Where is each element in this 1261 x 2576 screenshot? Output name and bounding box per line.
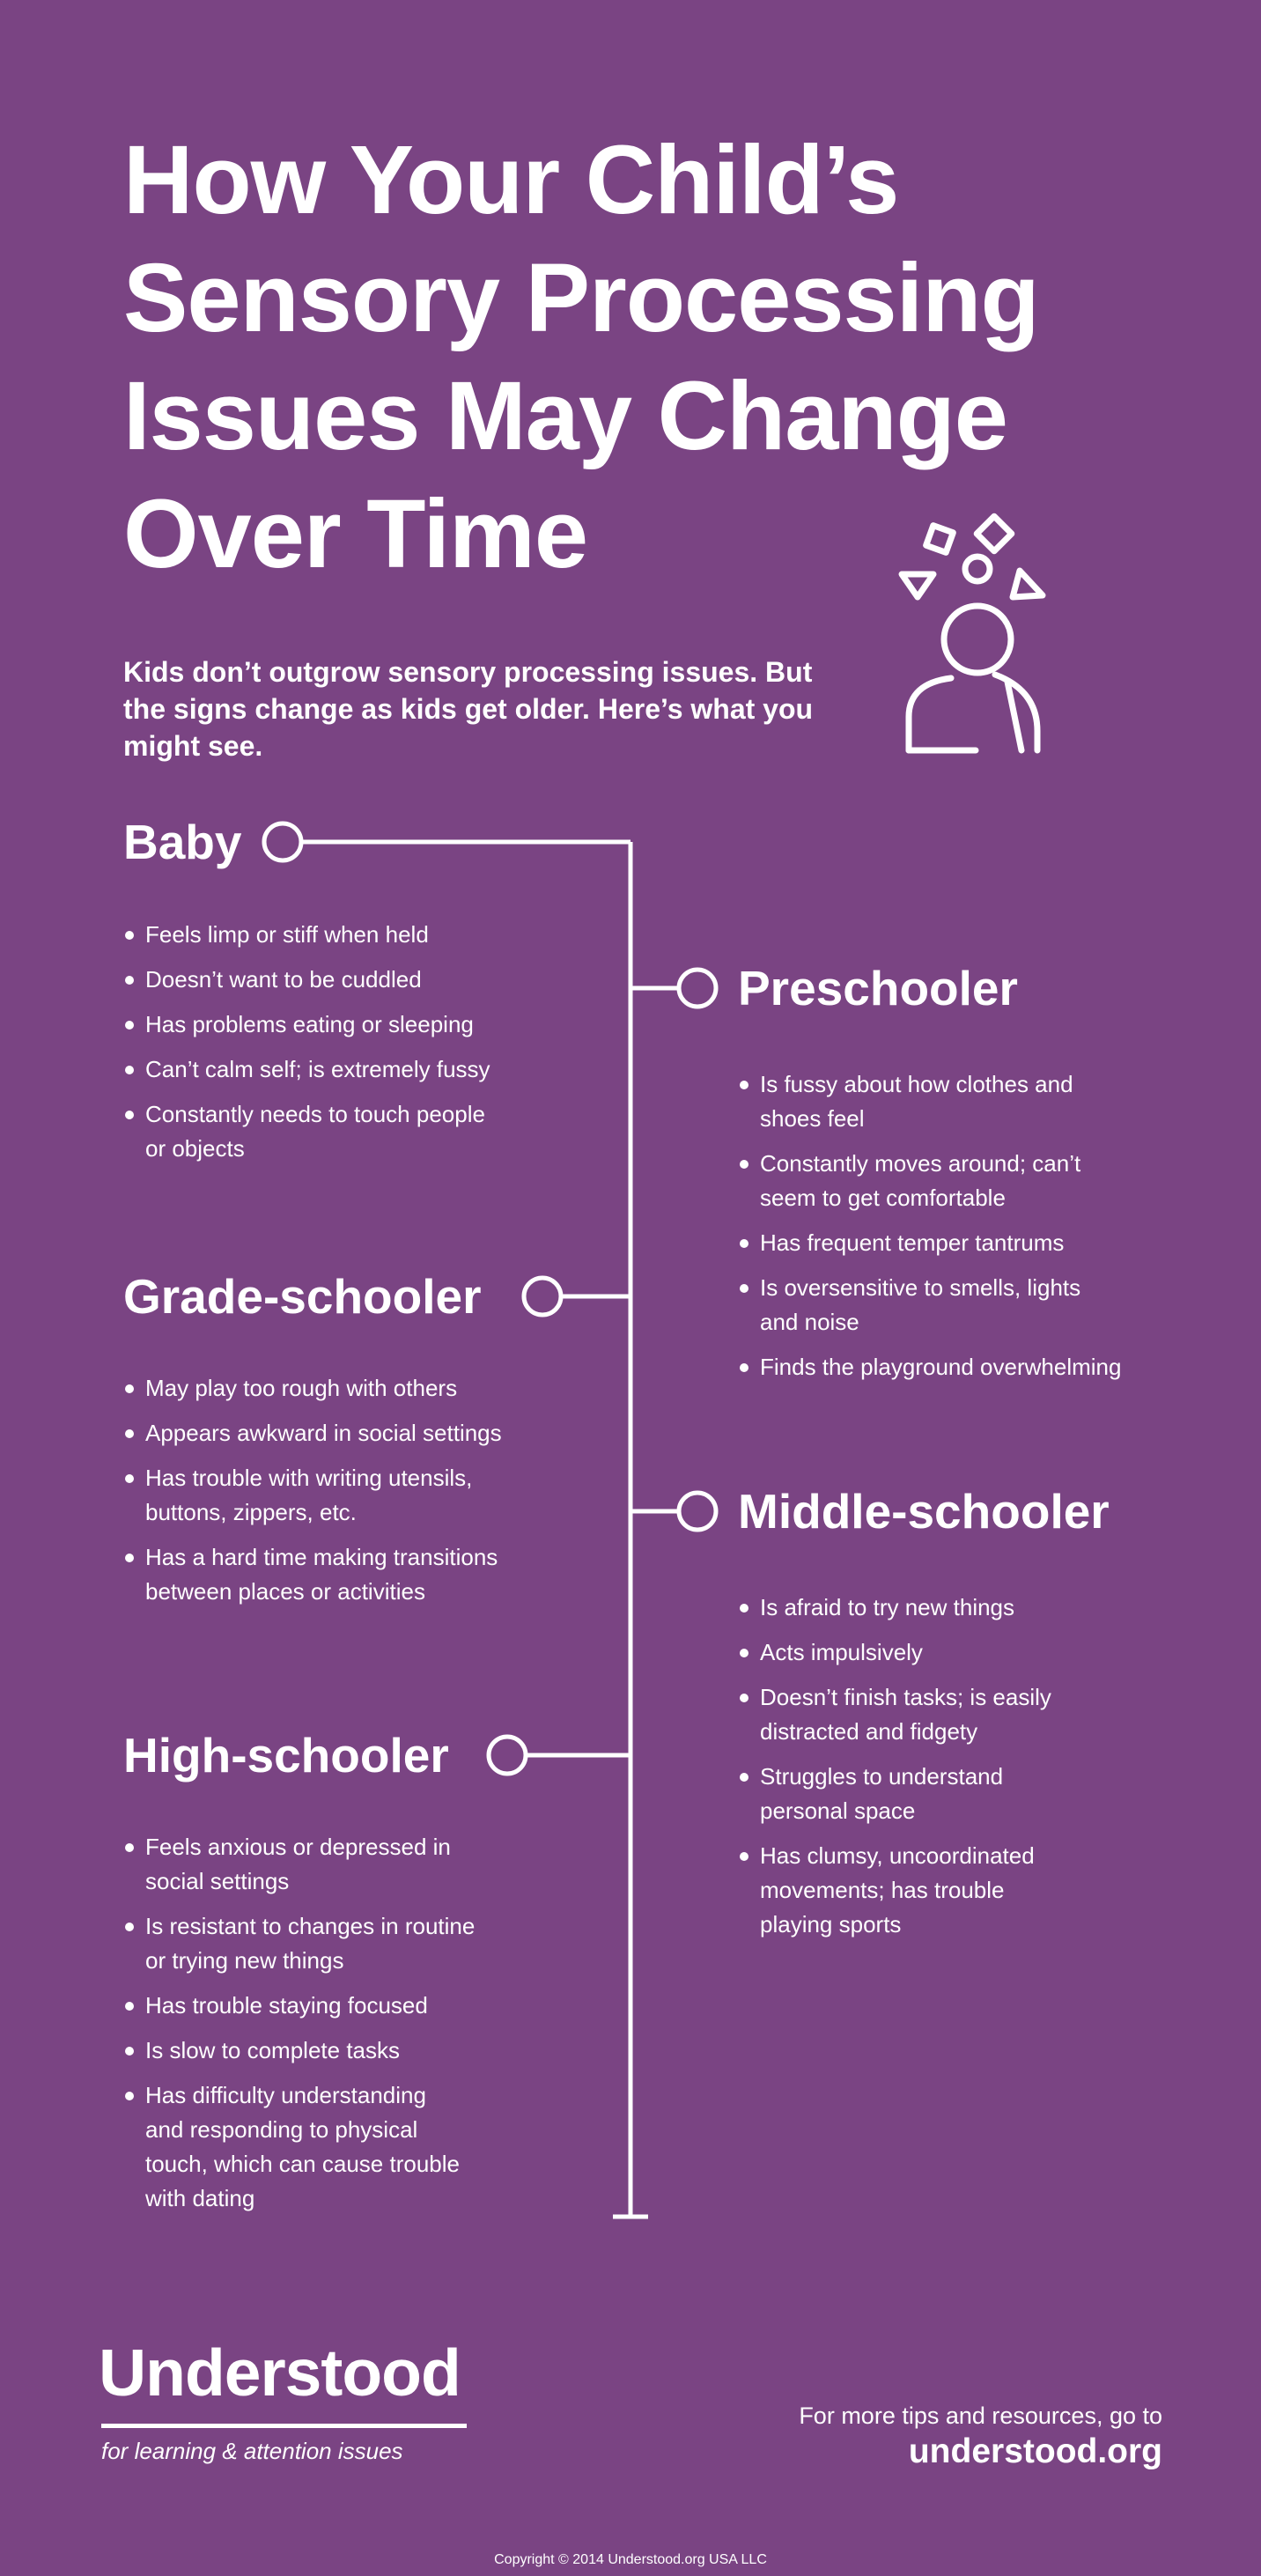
list-item <box>738 1271 1121 1340</box>
stage-title-high-schooler: High-schooler <box>123 1728 449 1783</box>
list-baby <box>123 918 490 1177</box>
stage-title-middle-schooler: Middle-schooler <box>738 1484 1110 1539</box>
list-item-line: Is slow to complete tasks <box>145 2037 400 2063</box>
list-item-line: Appears awkward in social settings <box>145 1420 502 1446</box>
list-item-line: Has clumsy, uncoordinated <box>760 1842 1035 1869</box>
list-item <box>738 1760 1051 1828</box>
list-item-line: Has trouble with writing utensils, <box>145 1465 473 1491</box>
list-item-line: social settings <box>145 1868 290 1894</box>
title-line: Issues May Change <box>123 362 1007 470</box>
intro-line: Kids don’t outgrow sensory processing issues. But <box>123 656 813 688</box>
list-item-line: Has problems eating or sleeping <box>145 1011 474 1037</box>
list-item-line: or objects <box>145 1135 245 1162</box>
list-item-line: Can’t calm self; is extremely fussy <box>145 1056 490 1082</box>
list-preschooler <box>738 1067 1121 1395</box>
list-item <box>123 1052 490 1087</box>
list-item-line: Doesn’t want to be cuddled <box>145 966 422 993</box>
logo-tagline: for learning & attention issues <box>101 2438 403 2464</box>
list-item-line: personal space <box>760 1797 916 1824</box>
list-item-line: Is oversensitive to smells, lights <box>760 1274 1081 1301</box>
list-item-line: or trying new things <box>145 1947 344 1974</box>
list-item-line: Doesn’t finish tasks; is easily <box>760 1684 1051 1710</box>
node-middle-schooler <box>679 1493 716 1530</box>
list-item <box>123 1097 490 1166</box>
list-item <box>123 2078 475 2216</box>
list-item-line: and responding to physical <box>145 2116 418 2143</box>
list-item <box>123 2033 475 2068</box>
list-item-line: Constantly moves around; can’t <box>760 1150 1081 1177</box>
title-line: How Your Child’s <box>123 126 899 234</box>
list-item <box>123 1461 502 1530</box>
list-item <box>738 1147 1121 1215</box>
node-baby <box>264 823 301 860</box>
list-high-schooler <box>123 1830 475 2226</box>
list-grade-schooler <box>123 1371 502 1620</box>
list-item-line: seem to get comfortable <box>760 1185 1006 1211</box>
list-item-line: Has difficulty understanding <box>145 2082 426 2108</box>
list-item-line: distracted and fidgety <box>760 1718 978 1745</box>
stage-title-preschooler: Preschooler <box>738 961 1018 1015</box>
list-item <box>738 1067 1121 1136</box>
list-item <box>738 1839 1051 1942</box>
list-item <box>738 1680 1051 1749</box>
list-item <box>123 1540 502 1609</box>
node-high-schooler <box>489 1737 526 1774</box>
list-item <box>123 1830 475 1899</box>
title-line: Over Time <box>123 480 588 588</box>
list-item-line: Has a hard time making transitions <box>145 1544 498 1570</box>
node-grade-schooler <box>524 1278 561 1315</box>
list-item-line: Is resistant to changes in routine <box>145 1913 476 1939</box>
stage-title-grade-schooler: Grade-schooler <box>123 1269 482 1324</box>
intro-line: the signs change as kids get older. Here’s what you <box>123 693 814 725</box>
list-item <box>123 1371 502 1406</box>
node-preschooler <box>679 970 716 1007</box>
title-line: Sensory Processing <box>123 244 1039 352</box>
list-item-line: between places or activities <box>145 1578 425 1605</box>
list-item <box>123 1989 475 2023</box>
list-item-line: Constantly needs to touch people <box>145 1101 485 1127</box>
list-item-line: Acts impulsively <box>760 1639 923 1665</box>
list-item-line: buttons, zippers, etc. <box>145 1499 357 1525</box>
list-item-line: Has frequent temper tantrums <box>760 1229 1065 1256</box>
list-item <box>738 1635 1051 1670</box>
copyright-text: Copyright © 2014 Understood.org USA LLC <box>494 2552 767 2567</box>
list-item-line: with dating <box>145 2185 255 2211</box>
list-item-line: and noise <box>760 1309 859 1335</box>
list-item-line: Has trouble staying focused <box>145 1992 428 2019</box>
logo-underline <box>101 2424 467 2428</box>
list-item-line: touch, which can cause trouble <box>145 2151 460 2177</box>
list-item-line: playing sports <box>760 1911 902 1938</box>
list-item <box>123 1909 475 1978</box>
list-middle-schooler <box>738 1591 1051 1952</box>
list-item-line: movements; has trouble <box>760 1877 1005 1903</box>
list-item-line: Is fussy about how clothes and <box>760 1071 1073 1097</box>
list-item <box>738 1350 1121 1384</box>
list-item <box>738 1226 1121 1260</box>
cta-url-link[interactable]: understood.org <box>908 2432 1162 2470</box>
list-item <box>123 918 490 952</box>
list-item-line: Finds the playground overwhelming <box>760 1354 1122 1380</box>
understood-logo[interactable]: Understood <box>99 2336 461 2410</box>
intro-line: might see. <box>123 730 263 762</box>
list-item <box>123 1416 502 1450</box>
list-item <box>123 1008 490 1042</box>
list-item <box>123 963 490 997</box>
stage-title-baby: Baby <box>123 815 242 869</box>
list-item-line: Struggles to understand <box>760 1763 1004 1790</box>
list-item-line: Is afraid to try new things <box>760 1594 1015 1620</box>
list-item-line: shoes feel <box>760 1105 865 1132</box>
list-item-line: Feels limp or stiff when held <box>145 921 429 948</box>
cta-text: For more tips and resources, go to <box>799 2403 1162 2429</box>
list-item-line: Feels anxious or depressed in <box>145 1834 451 1860</box>
list-item-line: May play too rough with others <box>145 1375 458 1401</box>
list-item <box>738 1591 1051 1625</box>
